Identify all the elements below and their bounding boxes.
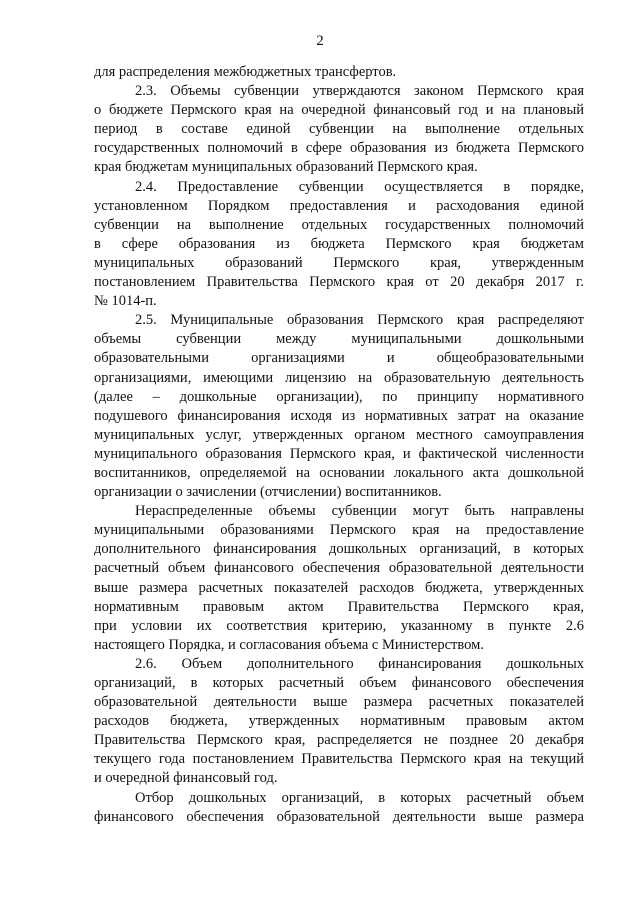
text-line: период в составе единой субвенции на выполнение отдельных xyxy=(94,121,584,138)
text-line: при условии их соответствия критерию, указанному в пункте 2.6 xyxy=(94,617,584,634)
text-line: для распределения межбюджетных трансфертов. xyxy=(94,64,397,80)
text-line: муниципальных услуг, утвержденных органом местного самоуправления xyxy=(94,426,584,443)
text-line: нормативным правовым актом Правительства Пермского края, xyxy=(94,598,584,615)
text-line: муниципальных образований Пермского края, утвержденным xyxy=(94,254,584,271)
text-line: государственных полномочий в сфере образования из бюджета Пермского xyxy=(94,140,584,157)
text-line: настоящего Порядка, и согласования объема с Министерством. xyxy=(94,636,484,653)
text-line: субвенции на выполнение отдельных государственных полномочий xyxy=(94,216,584,233)
text-line: муниципального образования Пермского края, и фактической численности xyxy=(94,445,584,462)
text-line: текущего года постановлением Правительства Пермского края на текущий xyxy=(94,751,584,768)
text-line: края бюджетам муниципальных образований Пермского края. xyxy=(94,159,478,176)
text-line: организациями, имеющими лицензию на образовательную деятельность xyxy=(94,369,584,386)
text-line: организации о зачислении (отчислении) воспитанников. xyxy=(94,484,442,501)
text-line: образовательной деятельности выше размера расчетных показателей xyxy=(94,694,584,711)
text-line: подушевого финансирования исходя из нормативных затрат на оказание xyxy=(94,407,584,424)
text-line: о бюджете Пермского края на очередной финансовый год и на плановый xyxy=(94,102,584,119)
text-line: объемы субвенции между муниципальными дошкольными xyxy=(94,331,584,348)
text-line: 2.5. Муниципальные образования Пермского края распределяют xyxy=(135,312,584,329)
page-number: 2 xyxy=(316,33,324,49)
text-line: Отбор дошкольных организаций, в которых расчетный объем xyxy=(135,789,584,806)
text-line: и очередной финансовый год. xyxy=(94,770,278,787)
text-line: расчетный объем финансового обеспечения образовательной деятельности xyxy=(94,560,584,577)
text-line: в сфере образования из бюджета Пермского края бюджетам xyxy=(94,235,584,252)
text-line: 2.3. Объемы субвенции утверждаются законом Пермского края xyxy=(135,83,584,100)
text-line: муниципальными образованиями Пермского края на предоставление xyxy=(94,522,584,539)
paragraph xyxy=(94,655,584,789)
paragraph xyxy=(94,82,584,177)
paragraph xyxy=(94,789,584,827)
paragraph xyxy=(94,63,584,82)
paragraph xyxy=(94,311,584,502)
text-line: финансового обеспечения образовательной деятельности выше размера xyxy=(94,808,584,825)
text-line: воспитанников, определяемой на основании локального акта дошкольной xyxy=(94,464,584,481)
paragraph xyxy=(94,502,584,655)
text-line: № 1014-п. xyxy=(94,293,157,310)
text-line: Правительства Пермского края, распределяется не позднее 20 декабря xyxy=(94,732,584,749)
text-line: постановлением Правительства Пермского края от 20 декабря 2017 г. xyxy=(94,274,584,291)
text-line: выше размера расчетных показателей расходов бюджета, утвержденных xyxy=(94,579,584,596)
text-line: образовательными организациями и общеобразовательными xyxy=(94,350,584,367)
text-line: установленном Порядком предоставления и расходования единой xyxy=(94,197,584,214)
text-line: Нераспределенные объемы субвенции могут быть направлены xyxy=(135,503,584,520)
text-line: расходов бюджета, утвержденных нормативным правовым актом xyxy=(94,713,584,730)
document-body xyxy=(94,63,584,827)
text-line: 2.4. Предоставление субвенции осуществляется в порядке, xyxy=(135,178,584,195)
text-line: дополнительного финансирования дошкольных организаций, в которых xyxy=(94,541,584,558)
text-line: 2.6. Объем дополнительного финансирования дошкольных xyxy=(135,655,584,672)
paragraph xyxy=(94,178,584,312)
text-line: организаций, в которых расчетный объем финансового обеспечения xyxy=(94,675,584,691)
text-line: (далее – дошкольные организации), по принципу нормативного xyxy=(94,388,584,405)
